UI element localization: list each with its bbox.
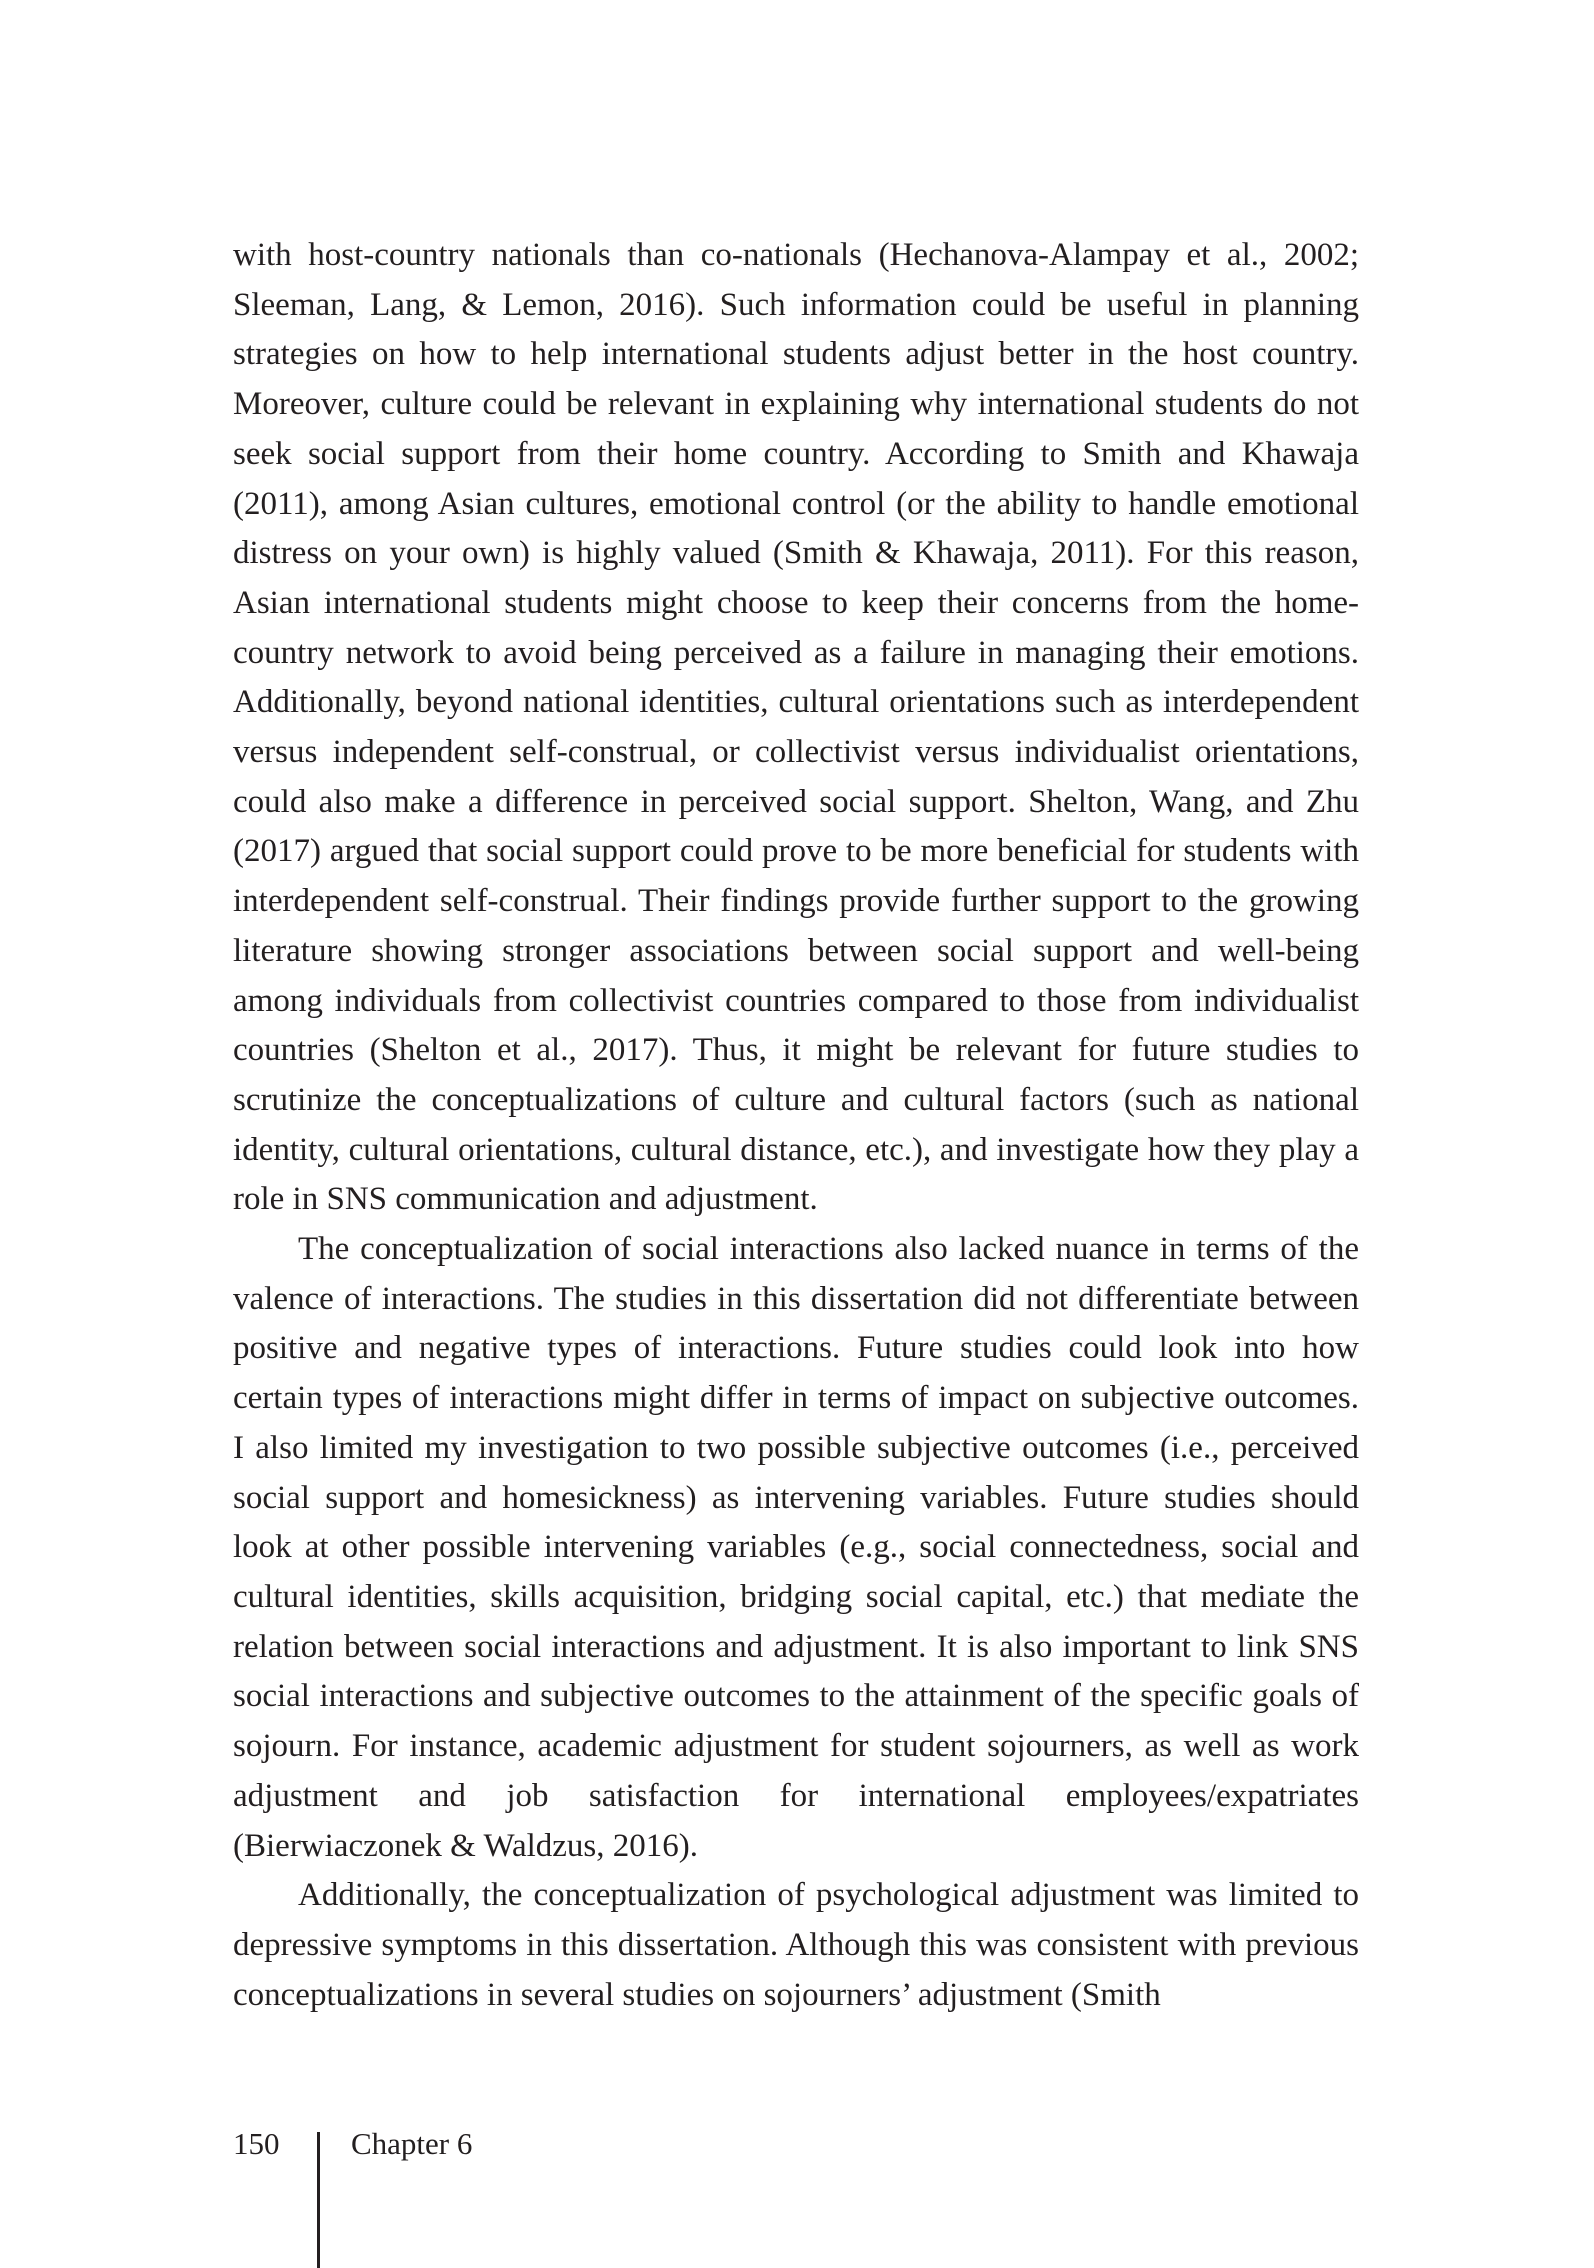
paragraph-psychological-adjustment: Additionally, the conceptualization of psychological adjustment was limited to depressive symptoms in this dissertation. Although this was consistent with previous conceptualizations in several studies on sojourners’ adjustment (Smith xyxy=(233,1877,1359,2013)
paragraph-culture: with host-country nationals than co-nationals (Hechanova-Alampay et al., 2002; Sleeman, Lang, & Lemon, 2016). Such information could be useful in planning strategies on how to help international students adjust better in the host country. Moreover, culture could be relevant in explaining why international students do not seek social support from their home country. According to Smith and Khawaja (2011), among Asian cultures, emotional control (or the ability to handle emotional distress on your own) is highly valued (Smith & Khawaja, 2011). For this reason, Asian international students might choose to keep their concerns from the home-country network to avoid being perceived as a failure in managing their emotions. Additionally, beyond national identities, cultural orientations such as interdependent versus independent self-construal, or collectivist versus individualist orientations, could also make a difference in perceived social support. Shelton, Wang, and Zhu (2017) argued that social support could prove to be more beneficial for students with interdependent self-construal. Their findings provide further support to the growing literature showing stronger associations between social support and well-being among individuals from collectivist countries compared to those from individualist countries (Shelton et al., 2017). Thus, it might be relevant for future studies to scrutinize the conceptualizations of culture and cultural factors (such as national identity, cultural orientations, cultural distance, etc.), and investigate how they play a role in SNS communication and adjustment. xyxy=(233,237,1359,1218)
body-text xyxy=(233,231,1359,2020)
chapter-label: Chapter 6 xyxy=(351,2126,473,2161)
page-number: 150 xyxy=(233,2126,280,2161)
paragraph-social-interactions: The conceptualization of social interactions also lacked nuance in terms of the valence of interactions. The studies in this dissertation did not differentiate between positive and negative types of interactions. Future studies could look into how certain types of interactions might differ in terms of impact on subjective outcomes. I also limited my investigation to two possible subjective outcomes (i.e., perceived social support and homesickness) as intervening variables. Future studies should look at other possible intervening variables (e.g., social connectedness, social and cultural identities, skills acquisition, bridging social capital, etc.) that mediate the relation between social interactions and adjustment. It is also important to link SNS social interactions and subjective outcomes to the attainment of the specific goals of sojourn. For instance, academic adjustment for student sojourners, as well as work adjustment and job satisfaction for international employees/expatriates (Bierwiaczonek & Waldzus, 2016). xyxy=(233,1231,1359,1864)
footer-divider xyxy=(317,2132,320,2268)
